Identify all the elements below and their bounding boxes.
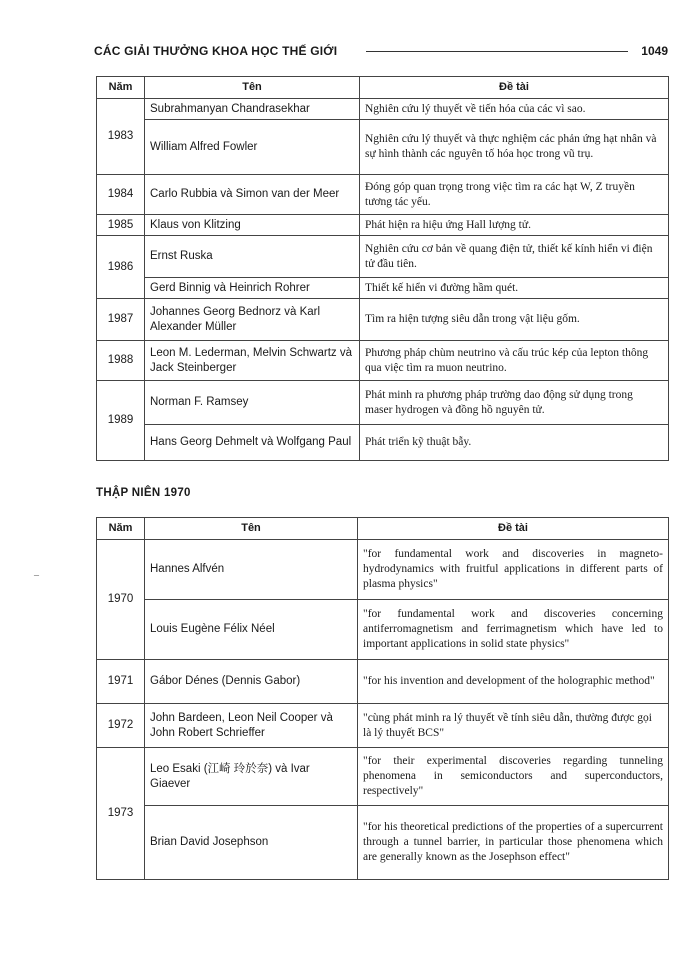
year-cell: 1985 xyxy=(97,215,145,236)
year-cell: 1989 xyxy=(97,381,145,461)
laureate-name: John Bardeen, Leon Neil Cooper và John Robert Schrieffer xyxy=(145,704,358,748)
prize-topic: Nghiên cứu lý thuyết và thực nghiệm các phản ứng hạt nhân và sự hình thành các nguyên tố hóa học trong vũ trụ. xyxy=(360,120,669,175)
column-header-year: Năm xyxy=(97,77,145,99)
prize-topic: Phát triển kỹ thuật bẫy. xyxy=(360,425,669,461)
laureates-table-1980s xyxy=(96,76,669,461)
table-header-row xyxy=(97,518,669,540)
table-row xyxy=(97,540,669,600)
page-header xyxy=(94,42,668,64)
prize-topic: Nghiên cứu lý thuyết về tiến hóa của các vì sao. xyxy=(360,99,669,120)
year-cell: 1984 xyxy=(97,175,145,215)
year-cell: 1983 xyxy=(97,99,145,175)
table-row xyxy=(97,381,669,425)
prize-topic: Phương pháp chùm neutrino và cấu trúc kép của lepton thông qua việc tìm ra muon neutrino. xyxy=(360,341,669,381)
year-cell: 1988 xyxy=(97,341,145,381)
laureate-name: Hans Georg Dehmelt và Wolfgang Paul xyxy=(145,425,360,461)
laureate-name: Gábor Dénes (Dennis Gabor) xyxy=(145,660,358,704)
table-row xyxy=(97,175,669,215)
header-rule xyxy=(366,51,628,52)
table-row xyxy=(97,748,669,806)
column-header-name: Tên xyxy=(145,77,360,99)
table-row xyxy=(97,215,669,236)
year-cell: 1987 xyxy=(97,299,145,341)
laureate-name: Klaus von Klitzing xyxy=(145,215,360,236)
laureate-name: Subrahmanyan Chandrasekhar xyxy=(145,99,360,120)
laureate-name: Leon M. Lederman, Melvin Schwartz và Jack Steinberger xyxy=(145,341,360,381)
table-row xyxy=(97,341,669,381)
laureate-name: Johannes Georg Bednorz và Karl Alexander Müller xyxy=(145,299,360,341)
prize-topic: "for his theoretical predictions of the properties of a supercurrent through a tunnel barrier, in particular those phenomena which are generally known as the Josephson effect" xyxy=(358,806,669,880)
laureate-name: Gerd Binnig và Heinrich Rohrer xyxy=(145,278,360,299)
prize-topic: Đóng góp quan trọng trong việc tìm ra các hạt W, Z truyền tương tác yếu. xyxy=(360,175,669,215)
laureate-name: Leo Esaki (江崎 玲於奈) và Ivar Giaever xyxy=(145,748,358,806)
laureates-table-1970s xyxy=(96,517,669,880)
column-header-year: Năm xyxy=(97,518,145,540)
year-cell: 1970 xyxy=(97,540,145,660)
prize-topic: "for their experimental discoveries regarding tunneling phenomena in semiconductors and superconductors, respectively" xyxy=(358,748,669,806)
prize-topic: Tìm ra hiện tượng siêu dẫn trong vật liệu gốm. xyxy=(360,299,669,341)
prize-topic: "cùng phát minh ra lý thuyết về tính siêu dẫn, thường được gọi là lý thuyết BCS" xyxy=(358,704,669,748)
page-number: 1049 xyxy=(641,44,668,58)
column-header-topic: Đề tài xyxy=(360,77,669,99)
running-title: CÁC GIẢI THƯỞNG KHOA HỌC THẾ GIỚI xyxy=(94,44,338,58)
laureate-name: Carlo Rubbia và Simon van der Meer xyxy=(145,175,360,215)
table-row xyxy=(97,806,669,880)
year-cell: 1986 xyxy=(97,236,145,299)
column-header-topic: Đề tài xyxy=(358,518,669,540)
table-header-row xyxy=(97,77,669,99)
column-header-name: Tên xyxy=(145,518,358,540)
table-row xyxy=(97,236,669,278)
table-row xyxy=(97,600,669,660)
prize-topic: "for his invention and development of the holographic method" xyxy=(358,660,669,704)
year-cell: 1973 xyxy=(97,748,145,880)
year-cell: 1972 xyxy=(97,704,145,748)
prize-topic: "for fundamental work and discoveries in magneto-hydrodynamics with fruitful applications in different parts of plasma physics" xyxy=(358,540,669,600)
prize-topic: "for fundamental work and discoveries concerning antiferromagnetism and ferrimagnetism which have led to important applications in solid state physics" xyxy=(358,600,669,660)
table-row xyxy=(97,660,669,704)
margin-mark: – xyxy=(34,570,39,581)
laureate-name: Louis Eugène Félix Néel xyxy=(145,600,358,660)
table-row xyxy=(97,278,669,299)
table-row xyxy=(97,99,669,120)
laureate-name: Hannes Alfvén xyxy=(145,540,358,600)
laureate-name: Norman F. Ramsey xyxy=(145,381,360,425)
table-row xyxy=(97,120,669,175)
laureate-name: William Alfred Fowler xyxy=(145,120,360,175)
section-title: THẬP NIÊN 1970 xyxy=(96,487,191,499)
laureate-name: Brian David Josephson xyxy=(145,806,358,880)
laureate-name: Ernst Ruska xyxy=(145,236,360,278)
prize-topic: Thiết kế hiển vi đường hầm quét. xyxy=(360,278,669,299)
prize-topic: Phát hiện ra hiệu ứng Hall lượng tử. xyxy=(360,215,669,236)
prize-topic: Nghiên cứu cơ bản về quang điện tử, thiết kế kính hiển vi điện tử đầu tiên. xyxy=(360,236,669,278)
prize-topic: Phát minh ra phương pháp trường dao động sử dụng trong maser hydrogen và đồng hồ nguyên tử. xyxy=(360,381,669,425)
table-row xyxy=(97,299,669,341)
year-cell: 1971 xyxy=(97,660,145,704)
table-row xyxy=(97,704,669,748)
table-row xyxy=(97,425,669,461)
